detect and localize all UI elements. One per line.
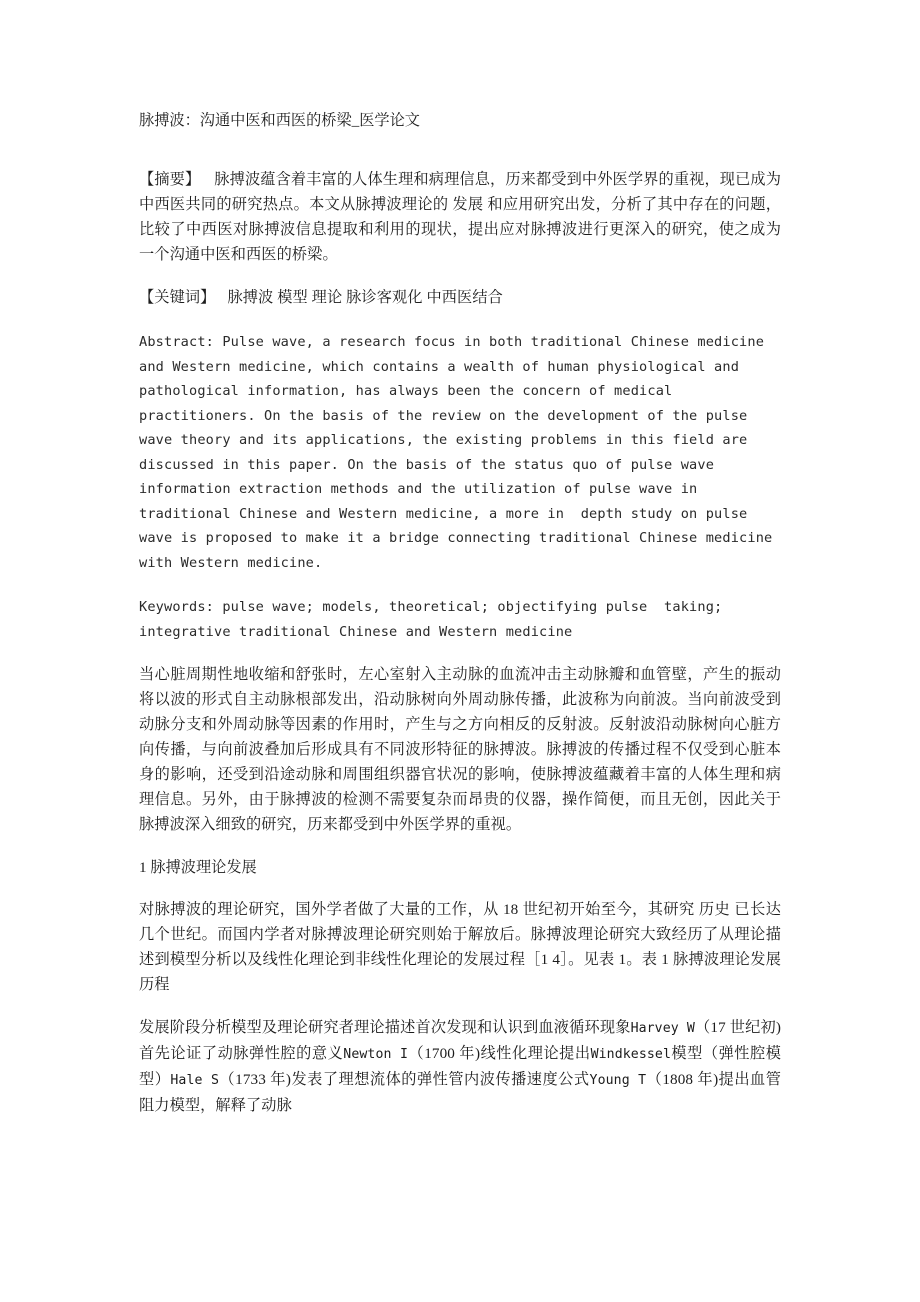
- harvey-description: （17 世纪初)首先论证了动脉弹性腔的意义: [139, 1019, 781, 1062]
- researcher-harvey: Harvey W: [630, 1021, 695, 1036]
- model-windkessel: Windkessel: [590, 1047, 671, 1062]
- researcher-hale: Hale S: [170, 1073, 220, 1088]
- spacer: [139, 880, 781, 897]
- keywords-cn-body: 脉搏波 模型 理论 脉诊客观化 中西医结合: [227, 289, 503, 306]
- hale-description: （1733 年)发表了理想流体的弹性管内波传播速度公式: [219, 1071, 590, 1088]
- abstract-cn-paragraph: [139, 167, 781, 267]
- keywords-en-paragraph: Keywords: pulse wave; models, theoretical; objectifying pulse taking; integrative traditional Chinese and Western medicine: [139, 599, 731, 640]
- body-paragraph-1: 当心脏周期性地收缩和舒张时，左心室射入主动脉的血流冲击主动脉瓣和血管壁，产生的振动将以波的形式自主动脉根部发出，沿动脉树向外周动脉传播，此波称为向前波。当向前波受到动脉分支和外周动脉等因素的作用时，产生与之方向相反的反射波。反射波沿动脉树向心脏方向传播，与向前波叠加后形成具有不同波形特征的脉搏波。脉搏波的传播过程不仅受到心脏本身的影响，还受到沿途动脉和周围组织器官状况的影响，使脉搏波蕴藏着丰富的人体生理和病理信息。另外，由于脉搏波的检测不需要复杂而昂贵的仪器，操作简便，而且无创，因此关于脉搏波深入细致的研究，历来都受到中外医学界的重视。: [139, 666, 781, 833]
- newton-description: （1700 年)线性化理论提出: [408, 1045, 591, 1062]
- abstract-cn-body: 脉搏波蕴含着丰富的人体生理和病理信息，历来都受到中外医学界的重视，现已成为中西医共同的研究热点。本文从脉搏波理论的 发展 和应用研究出发，分析了其中存在的问题，比较了中西医对脉搏波信息提取和利用的现状，提出应对脉搏波进行更深入的研究，使之成为一个沟通中医和西医的桥梁。: [139, 171, 782, 263]
- page-title: 脉搏波：沟通中医和西医的桥梁_医学论文: [139, 112, 420, 129]
- spacer: [139, 133, 781, 167]
- researcher-newton: Newton I: [343, 1047, 409, 1062]
- young-description: （1808 年)提出血管阻力模型，解释了动脉: [139, 1071, 782, 1114]
- keywords-cn-label: 【关键词】: [139, 289, 216, 306]
- windkessel-description: 模型（弹性腔模型）: [139, 1045, 781, 1088]
- table-flow-line-1: 发展阶段分析模型及理论研究者理论描述首次发现和认识到血液循环现象: [139, 1019, 631, 1036]
- spacer: [139, 644, 781, 662]
- spacer: [139, 997, 781, 1015]
- body-paragraph-2: 对脉搏波的理论研究，国外学者做了大量的工作，从 18 世纪初开始至今，其研究 历史 已长达几个世纪。而国内学者对脉搏波理论研究则始于解放后。脉搏波理论研究大致经历了从理论描述到模型分析以及线性化理论到非线性化理论的发展过程［1 4］。见表 1。表 1 脉搏波理论发展历程: [139, 901, 781, 993]
- abstract-cn-label: 【摘要】: [139, 171, 201, 188]
- keywords-cn-paragraph: [139, 285, 781, 310]
- table-flow-paragraph: [139, 1015, 781, 1118]
- spacer: [139, 310, 781, 330]
- section-1-heading: 1 脉搏波理论发展: [139, 859, 257, 876]
- spacer: [139, 837, 781, 855]
- spacer: [139, 575, 781, 595]
- researcher-young: Young T: [589, 1073, 647, 1088]
- spacer: [139, 267, 781, 285]
- document-content: [139, 108, 781, 1118]
- abstract-en-paragraph: Abstract: Pulse wave, a research focus in both traditional Chinese medicine and Western medicine, which contains a wealth of human physiological and pathological information, has always been the concern of medical practitioners. On the basis of the review on the development of the pulse wave theory and its applications, the existing problems in this field are discussed in this paper. On the basis of the status quo of pulse wave information extraction methods and the utilization of pulse wave in traditional Chinese and Western medicine, a more in depth study on pulse wave is proposed to make it a bridge connecting traditional Chinese medicine with Western medicine.: [139, 334, 781, 571]
